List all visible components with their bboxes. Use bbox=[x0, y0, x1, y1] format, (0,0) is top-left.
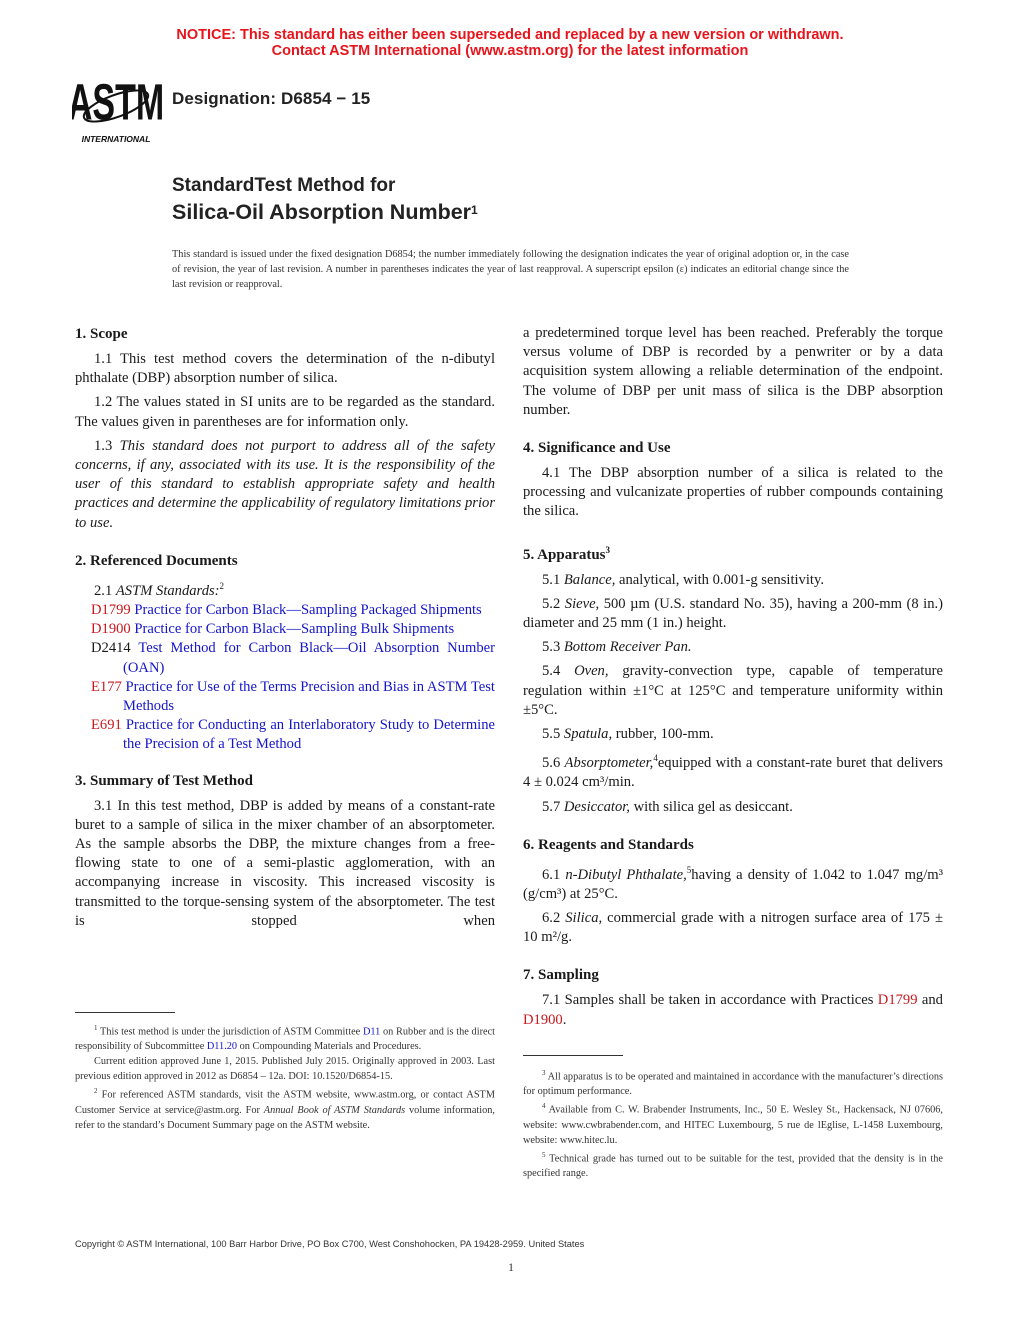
footnotes-left bbox=[75, 1021, 495, 1133]
section-scope bbox=[75, 324, 495, 533]
svg-text:INTERNATIONAL: INTERNATIONAL bbox=[81, 134, 151, 144]
reference-item[interactable]: D1900 Practice for Carbon Black—Sampling Bulk Shipments bbox=[91, 621, 455, 638]
reference-item[interactable]: D2414 Test Method for Carbon Black—Oil Absorption Number (OAN) bbox=[91, 640, 495, 676]
footnote-3: $^3$ All apparatus is to be operated and maintained in accordance with the manufacturer’s directions for optimum performance. bbox=[523, 1069, 943, 1098]
preamble: This standard is issued under the fixed designation D6854; the number immediately following the designation indicates the year of original adoption or, in the case of revision, the year of last revision. A number in parentheses indicates the year of last reapproval. A superscript epsilon (ε) indicates an editorial change since the last revision or reapproval. bbox=[172, 249, 849, 290]
section-heading: 4. Significance and Use bbox=[523, 440, 671, 457]
paragraph-7-1: 7.1 Samples shall be taken in accordance with Practices D1799 and D1900. bbox=[523, 992, 943, 1028]
paragraph-1-2: 1.2 The values stated in SI units are to be regarded as the standard. The values given in parentheses are for information only. bbox=[75, 394, 495, 430]
paragraph-2-1: 2.1 ASTM Standards:$^2$ bbox=[94, 580, 225, 599]
paragraph-1-1: 1.1 This test method covers the determination of the n-dibutyl phthalate (DBP) absorption number of silica. bbox=[75, 351, 495, 387]
committee-link[interactable]: D11 bbox=[362, 1026, 381, 1038]
footnote-4: $^4$ Available from C. W. Brabender Instruments, Inc., 50 E. Wesley St., Hackensack, NJ 07606, website: www.cwbrabender.com, and HITEC Luxembourg, 5 rue de lEglise, L-1458 Luxembourg, website: www.hitec.lu. bbox=[523, 1102, 943, 1146]
paragraph-5-5: 5.5 Spatula, rubber, 100-mm. bbox=[542, 726, 714, 743]
paragraph-1-3: 1.3 This standard does not purport to address all of the safety concerns, if any, associated with its use. It is the responsibility of the user of this standard to establish appropriate safety and health practices and determine the applicability of regulatory limitations prior to use. bbox=[75, 437, 495, 531]
section-heading: 5. Apparatus$^3$ bbox=[523, 544, 611, 563]
footnote-rule bbox=[75, 1012, 175, 1013]
footnotes-right bbox=[523, 1066, 943, 1181]
subcommittee-link[interactable]: D11.20 bbox=[206, 1041, 238, 1053]
astm-logo-icon bbox=[72, 76, 162, 146]
footnote-rule bbox=[523, 1055, 623, 1056]
paragraph-5-2: 5.2 Sieve, 500 µm (U.S. standard No. 35), having a 200-mm (8 in.) diameter and 25 mm (1 in.) height. bbox=[523, 595, 944, 632]
footnote-2: $^2$ For referenced ASTM standards, visit the ASTM website, www.astm.org, or contact ASTM Customer Service at service@astm.org. For Annual Book of ASTM Standards volume information, refer to the standard’s Document Summary page on the ASTM website. bbox=[75, 1087, 495, 1131]
reference-item[interactable]: D1799 Practice for Carbon Black—Sampling Packaged Shipments bbox=[91, 601, 482, 618]
designation: Designation: D6854 − 15 bbox=[172, 89, 371, 108]
section-summary bbox=[75, 771, 495, 931]
paragraph-5-4: 5.4 Oven, gravity-convection type, capable of temperature regulation within ±1°C at 125°C and temperature uniformity within ±5°C. bbox=[523, 663, 943, 718]
reference-item[interactable]: E691 Practice for Conducting an Interlaboratory Study to Determine the Precision of a Test Method bbox=[91, 717, 496, 753]
paragraph-5-6: 5.6 Absorptometer,$^4$equipped with a constant-rate buret that delivers 4 ± 0.024 cm³/min. bbox=[523, 753, 943, 791]
document-title bbox=[172, 174, 478, 226]
notice-line-2: Contact ASTM International (www.astm.org) for the latest information bbox=[271, 43, 749, 59]
astm-logo bbox=[72, 76, 162, 146]
section-apparatus bbox=[523, 540, 943, 817]
paragraph-6-2: 6.2 Silica, commercial grade with a nitrogen surface area of 175 ± 10 m²/g. bbox=[523, 909, 943, 946]
footnote-mark[interactable]: 1 bbox=[471, 203, 478, 217]
section-sampling bbox=[523, 965, 943, 1029]
section-heading: 2. Referenced Documents bbox=[75, 552, 238, 569]
section-heading: 6. Reagents and Standards bbox=[523, 836, 694, 853]
section-referenced-documents bbox=[75, 551, 495, 755]
paragraph-5-1: 5.1 Balance, analytical, with 0.001-g sensitivity. bbox=[542, 571, 824, 588]
title-line-2: Silica-Oil Absorption Number$^1$ bbox=[172, 200, 478, 224]
d1799-link[interactable]: D1799 bbox=[877, 992, 918, 1009]
footnote-1-edition: Current edition approved June 1, 2015. Published July 2015. Originally approved in 2003. Last previous edition approved in 2012 as D6854 – 12a. DOI: 10.1520/D6854-15. bbox=[75, 1056, 495, 1083]
title-line-1: StandardTest Method for bbox=[172, 175, 396, 196]
footnote-5: $^5$ Technical grade has turned out to be suitable for the test, provided that the density is in the specified range. bbox=[523, 1150, 943, 1180]
footnote-1: $^1$ This test method is under the jurisdiction of ASTM Committee D11 on Rubber and is the direct responsibility of Subcommittee D11.20 on Compounding Materials and Procedures. bbox=[75, 1024, 495, 1053]
paragraph-3-1: 3.1 In this test method, DBP is added by means of a constant-rate buret to a sample of silica in the mixer chamber of an absorptometer. As the sample absorbs the DBP, the mixture changes from a free-flowing state to one of a semi-plastic agglomeration, with an accompanying increase in viscosity. This increased viscosity is transmitted to the torque-sensing system of the absorptometer. The test is stopped when bbox=[75, 797, 495, 929]
left-column bbox=[75, 324, 495, 947]
notice-line-1: NOTICE: This standard has either been superseded and replaced by a new version or withdrawn. bbox=[176, 27, 844, 43]
section-heading: 3. Summary of Test Method bbox=[75, 772, 253, 789]
d1900-link[interactable]: D1900 bbox=[523, 1011, 563, 1028]
paragraph-6-1: 6.1 n-Dibutyl Phthalate,$^5$having a density of 1.042 to 1.047 mg/m³ (g/cm³) at 25°C. bbox=[523, 864, 943, 902]
withdrawn-notice bbox=[0, 27, 1020, 59]
copyright: Copyright © ASTM International, 100 Barr Harbor Drive, PO Box C700, West Conshohocken, PA 19428-2959. United States bbox=[75, 1239, 585, 1249]
section-heading: 1. Scope bbox=[75, 326, 128, 342]
section-reagents bbox=[523, 835, 943, 948]
paragraph-3-1-continued: a predetermined torque level has been reached. Preferably the torque versus volume of DBP is recorded by a penwriter or by a data acquisition system allowing a reliable determination of the endpoint. The volume of DBP per unit mass of silica is the DBP absorption number. bbox=[523, 325, 943, 418]
paragraph-5-3: 5.3 Bottom Receiver Pan. bbox=[542, 639, 692, 656]
right-column bbox=[523, 324, 943, 1046]
paragraph-4-1: 4.1 The DBP absorption number of a silica is related to the processing and vulcanizate properties of rubber compounds containing the silica. bbox=[523, 465, 943, 520]
paragraph-5-7: 5.7 Desiccator, with silica gel as desiccant. bbox=[542, 798, 793, 815]
svg-text:ASTM: ASTM bbox=[72, 76, 162, 132]
section-significance bbox=[523, 438, 943, 522]
section-heading: 7. Sampling bbox=[523, 967, 599, 984]
page-number: 1 bbox=[508, 1260, 514, 1274]
reference-item[interactable]: E177 Practice for Use of the Terms Precision and Bias in ASTM Test Methods bbox=[91, 678, 495, 714]
